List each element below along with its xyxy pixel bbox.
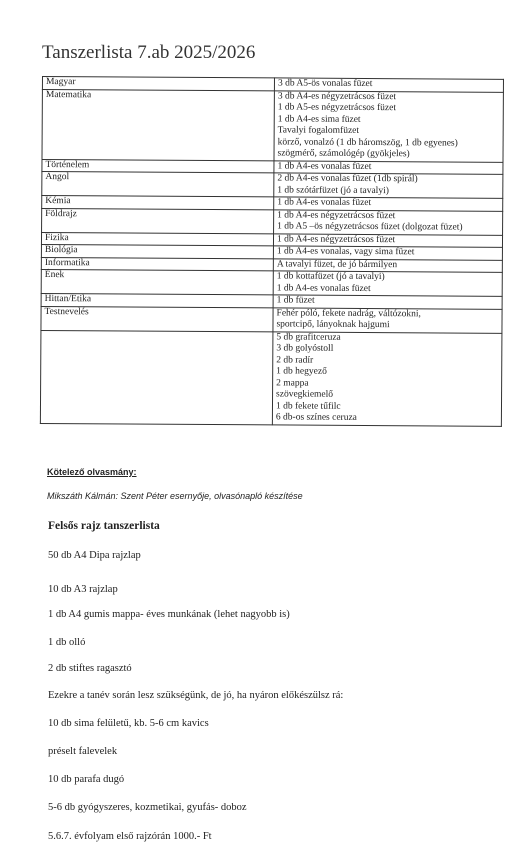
supply-item: 1 db A4-es négyzetrácsos füzet xyxy=(276,233,396,245)
items-cell xyxy=(274,160,503,174)
items-cell xyxy=(274,197,503,211)
supply-item: Tavalyi fogalomfüzet xyxy=(277,125,360,136)
supply-item: A tavalyi füzet, de jó bármilyen xyxy=(276,258,398,270)
art-list-item: préselt falevelek xyxy=(48,746,118,757)
items-cell xyxy=(272,331,502,425)
items-cell xyxy=(274,78,503,92)
subject-cell: Biológia xyxy=(41,244,273,258)
subject-cell: Kémia xyxy=(42,196,274,210)
subject-cell: Angol xyxy=(42,172,274,197)
subject-cell: Ének xyxy=(41,269,273,294)
supply-item: 1 db A4-es vonalas füzet xyxy=(277,160,372,172)
supply-item: 1 db fekete tűfilc xyxy=(275,400,341,412)
supply-item: 5 db grafitceruza xyxy=(276,331,341,343)
art-list-item: 10 db parafa dugó xyxy=(48,774,125,785)
art-list-item: 1 db A4 gumis mappa- éves munkának (lehet nagyobb is) xyxy=(48,609,290,620)
items-cell xyxy=(274,90,503,161)
table-row xyxy=(42,208,503,235)
subject-cell: Magyar xyxy=(42,77,274,91)
items-cell xyxy=(274,209,503,234)
subject-cell: Hittan/Etika xyxy=(41,293,273,307)
supply-item: 1 db A4-es vonalas füzet xyxy=(276,282,371,294)
supply-item: 1 db A5 –ös négyzetrácsos füzet (dolgozat füzet) xyxy=(277,221,463,233)
items-cell xyxy=(273,271,502,296)
required-reading: Mikszáth Kálmán: Szent Péter esernyője, olvasónapló készítése xyxy=(47,491,303,501)
table-row xyxy=(41,269,502,296)
items-cell xyxy=(273,307,502,332)
supply-item: 3 db A5-ös vonalas füzet xyxy=(277,78,373,90)
supply-item: 2 db radír xyxy=(276,354,314,366)
art-list-item: 1 db olló xyxy=(48,637,86,648)
supply-item: 1 db hegyező xyxy=(276,366,327,377)
supply-item: 3 db golyóstoll xyxy=(276,343,334,354)
art-list-item: Ezekre a tanév során lesz szükségünk, de jó, ha nyáron előkészülsz rá: xyxy=(48,690,344,701)
items-cell xyxy=(273,295,502,309)
required-reading-label: Kötelező olvasmány: xyxy=(47,467,137,477)
art-list-item: 10 db A3 rajzlap xyxy=(48,584,118,595)
table-row xyxy=(42,89,503,162)
art-list-item: 2 db stiftes ragasztó xyxy=(48,663,132,674)
supply-item: 1 db A4-es sima füzet xyxy=(277,113,361,125)
supply-item: 3 db A4-es négyzetrácsos füzet xyxy=(277,90,397,102)
supply-item: 2 mappa xyxy=(276,377,309,389)
art-list-item: 10 db sima felületű, kb. 5-6 cm kavics xyxy=(48,718,209,729)
items-cell xyxy=(273,233,502,247)
supply-item: sportcipő, lányoknak hajgumi xyxy=(276,319,390,331)
subject-cell: Matematika xyxy=(42,89,274,160)
items-cell xyxy=(273,258,502,272)
page-title: Tanszerlista 7.ab 2025/2026 xyxy=(42,42,256,63)
subject-cell: Informatika xyxy=(41,257,273,271)
supply-item: 1 db A4-es négyzetrácsos füzet xyxy=(277,209,396,221)
items-cell xyxy=(273,246,502,260)
art-list-item: 5-6 db gyógyszeres, kozmetikai, gyufás- doboz xyxy=(48,802,247,813)
supply-item: 1 db A4-es vonalas, vagy sima füzet xyxy=(276,246,415,258)
supply-item: Fehér póló, fekete nadrág, váltózokni, xyxy=(276,307,421,319)
supply-item: 1 db A5-es négyzetrácsos füzet xyxy=(277,102,397,114)
supply-item: 1 db szótárfüzet (jó a tavalyi) xyxy=(277,184,389,196)
table-row xyxy=(40,330,502,426)
supply-item: 2 db A4-es vonalas füzet (1db spirál) xyxy=(277,173,418,185)
subject-cell xyxy=(40,330,273,424)
supply-item: szövegkiemelő xyxy=(276,389,334,400)
art-list-title: Felsős rajz tanszerlista xyxy=(48,520,160,532)
supply-item: 1 db A4-es vonalas füzet xyxy=(277,197,372,209)
supply-item: körző, vonalzó (1 db háromszög, 1 db egyenes) xyxy=(277,136,458,149)
supply-item: 1 db füzet xyxy=(276,295,315,306)
subject-cell: Földrajz xyxy=(42,208,274,233)
supply-table xyxy=(40,76,504,426)
supply-item: 6 db-os színes ceruza xyxy=(275,412,357,423)
art-list-item: 50 db A4 Dipa rajzlap xyxy=(48,550,141,561)
subject-cell: Testnevelés xyxy=(41,306,273,331)
items-cell xyxy=(274,173,503,198)
table-row xyxy=(42,172,503,199)
subject-cell: Fizika xyxy=(41,232,273,246)
table-row xyxy=(41,306,502,333)
supply-item: 1 db kottafüzet (jó a tavalyi) xyxy=(276,271,385,283)
subject-cell: Történelem xyxy=(42,159,274,173)
art-list-item: 5.6.7. évfolyam első rajzórán 1000.- Ft xyxy=(48,831,212,842)
supply-item: szögmérő, számológép (gyökjeles) xyxy=(277,148,410,160)
